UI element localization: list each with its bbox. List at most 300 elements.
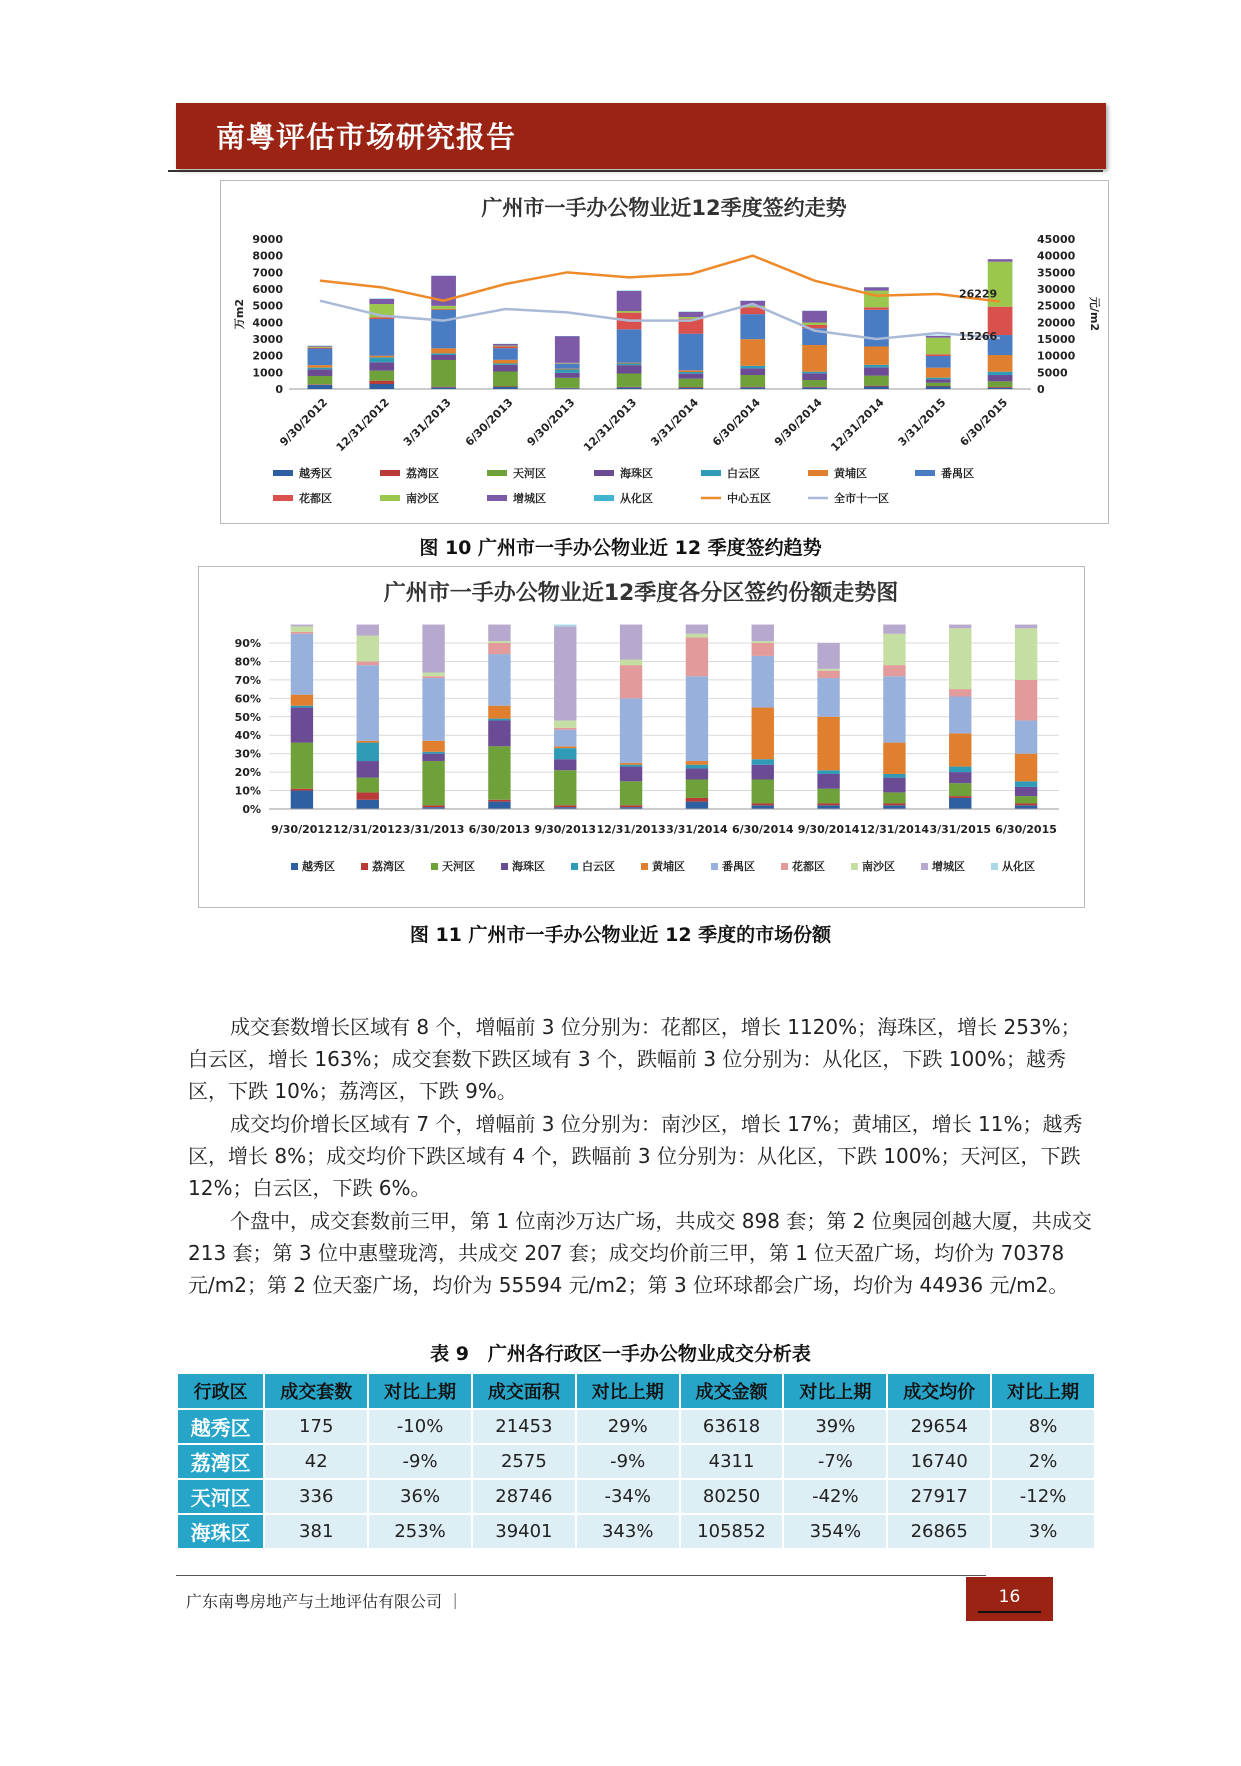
- bar-segment: [422, 741, 444, 752]
- bar-segment: [493, 344, 518, 346]
- bar-segment: [431, 309, 456, 310]
- bar-segment: [493, 372, 518, 387]
- bar-segment: [291, 743, 313, 789]
- bar-segment: [864, 365, 889, 368]
- bar-segment: [988, 372, 1013, 375]
- y2-tick-label: 20000: [1037, 316, 1076, 330]
- bar-segment: [617, 363, 642, 364]
- bar-segment: [554, 720, 576, 727]
- bar-segment: [817, 671, 839, 678]
- bar-segment: [308, 349, 333, 366]
- legend-swatch: [594, 495, 614, 501]
- table-cell: -9%: [577, 1445, 679, 1478]
- table-cell: 21453: [473, 1410, 575, 1443]
- bar-segment: [740, 368, 765, 375]
- table-9-caption: 表 9 广州各行政区一手办公物业成交分析表: [430, 1343, 811, 1365]
- y-tick-label: 10%: [234, 784, 261, 798]
- bar-segment: [488, 641, 510, 643]
- bar-segment: [369, 362, 394, 370]
- bar-segment: [817, 643, 839, 669]
- bar-segment: [617, 365, 642, 373]
- x-tick-label: 12/31/2012: [333, 823, 403, 836]
- table-cell: 26865: [888, 1515, 990, 1548]
- bar-segment: [802, 311, 827, 323]
- bar-segment: [926, 378, 951, 380]
- y-tick-label: 3000: [252, 333, 283, 346]
- x-tick-label: 3/31/2014: [666, 823, 728, 836]
- table-cell: 16740: [888, 1445, 990, 1478]
- bar-segment: [357, 792, 379, 799]
- bar-segment: [308, 384, 333, 385]
- bar-segment: [1015, 628, 1037, 680]
- bar-segment: [620, 625, 642, 660]
- bar-segment: [752, 779, 774, 803]
- bar-segment: [752, 641, 774, 643]
- bar-segment: [493, 346, 518, 347]
- y2-tick-label: 25000: [1037, 299, 1076, 313]
- paragraph-top-projects: 个盘中，成交套数前三甲，第 1 位南沙万达广场，共成交 898 套；第 2 位奥园创越大厦，共成交 213 套；第 3 位中惠璧珑湾，共成交 207 套；成交均价前三甲，第 1 位天盈广场，均价为 70378 元/m2；第 2 位天銮广场，均价为 55594 元/m2；第 3 位环球都会广场，均价为 44936 元/m2。: [188, 1209, 1092, 1297]
- bar-segment: [988, 387, 1013, 388]
- bar-segment: [488, 719, 510, 721]
- x-tick-label: 6/30/2013: [468, 823, 531, 836]
- report-title: 南粤评估市场研究报告: [216, 120, 517, 154]
- y2-tick-label: 45000: [1037, 233, 1076, 246]
- bar-segment: [431, 387, 456, 389]
- line-series: [320, 301, 1000, 339]
- bar-segment: [493, 347, 518, 349]
- bar-segment: [883, 792, 905, 803]
- table-cell: 4311: [681, 1445, 783, 1478]
- bar-segment: [493, 387, 518, 389]
- legend-swatch: [921, 863, 928, 870]
- bar-segment: [422, 678, 444, 741]
- table-cell: 36%: [369, 1480, 471, 1513]
- bar-segment: [949, 733, 971, 766]
- bar-segment: [686, 637, 708, 676]
- y2-tick-label: 40000: [1037, 249, 1076, 263]
- bar-segment: [555, 336, 580, 363]
- header-rule: [168, 170, 1103, 172]
- bar-segment: [752, 643, 774, 656]
- bar-segment: [554, 626, 576, 720]
- bar-segment: [617, 374, 642, 387]
- y2-tick-label: 0: [1037, 383, 1045, 396]
- table-cell-district: 荔湾区: [178, 1445, 263, 1478]
- bar-segment: [686, 798, 708, 802]
- x-tick-label: 3/31/2014: [648, 395, 702, 449]
- bar-segment: [620, 767, 642, 782]
- bar-segment: [422, 676, 444, 678]
- bar-segment: [617, 291, 642, 311]
- bar-segment: [555, 363, 580, 364]
- page-number: 16: [998, 1587, 1021, 1607]
- bar-segment: [617, 329, 642, 362]
- bar-segment: [740, 387, 765, 388]
- bar-segment: [291, 706, 313, 708]
- legend-swatch: [711, 863, 718, 870]
- bar-segment: [926, 368, 951, 378]
- legend-swatch: [808, 470, 828, 476]
- bar-segment: [817, 803, 839, 805]
- table-cell: 42: [265, 1445, 367, 1478]
- table-header-cell: 对比上期: [992, 1374, 1094, 1408]
- bar-segment: [926, 383, 951, 386]
- legend-label: 海珠区: [620, 467, 653, 480]
- bar-segment: [291, 625, 313, 627]
- bar-segment: [864, 387, 889, 390]
- bar-segment: [679, 379, 704, 387]
- bar-segment: [555, 364, 580, 369]
- bar-segment: [926, 379, 951, 382]
- bar-segment: [620, 665, 642, 698]
- chart-title: 广州市一手办公物业近12季度各分区签约份额走势图: [383, 581, 899, 606]
- bar-segment: [488, 625, 510, 642]
- x-tick-label: 6/30/2015: [995, 823, 1057, 836]
- legend-swatch: [291, 863, 298, 870]
- bar-segment: [1015, 680, 1037, 721]
- bar-segment: [802, 323, 827, 326]
- bar-segment: [752, 708, 774, 760]
- bar-segment: [988, 375, 1013, 381]
- legend-swatch: [915, 470, 935, 476]
- bar-segment: [686, 761, 708, 765]
- table-cell: -9%: [369, 1445, 471, 1478]
- legend-label: 天河区: [513, 467, 546, 480]
- table-cell: 381: [265, 1515, 367, 1548]
- bar-segment: [679, 312, 704, 317]
- bar-segment: [817, 678, 839, 717]
- bar-segment: [686, 768, 708, 779]
- bar-segment: [617, 387, 642, 389]
- table-cell: 28746: [473, 1480, 575, 1513]
- bar-segment: [620, 763, 642, 765]
- bar-segment: [752, 803, 774, 805]
- bar-segment: [949, 625, 971, 629]
- bar-segment: [686, 779, 708, 797]
- table-cell: 343%: [577, 1515, 679, 1548]
- bar-segment: [555, 378, 580, 388]
- y-tick-label: 4000: [252, 316, 283, 330]
- bar-segment: [740, 375, 765, 387]
- bar-segment: [488, 720, 510, 746]
- table-cell-district: 海珠区: [178, 1515, 263, 1548]
- bar-segment: [357, 665, 379, 741]
- legend-label: 花都区: [792, 860, 825, 873]
- legend-label: 番禺区: [722, 860, 755, 873]
- bar-segment: [488, 802, 510, 809]
- bar-segment: [926, 356, 951, 368]
- bar-segment: [988, 355, 1013, 372]
- y-tick-label: 0%: [242, 803, 261, 816]
- bar-segment: [422, 754, 444, 761]
- legend-swatch: [641, 863, 648, 870]
- table-cell: 336: [265, 1480, 367, 1513]
- bar-segment: [679, 387, 704, 388]
- table-header-row: [178, 1374, 1094, 1408]
- bar-segment: [431, 360, 456, 387]
- y-tick-label: 2000: [252, 349, 283, 363]
- bar-segment: [817, 774, 839, 789]
- y-tick-label: 90%: [234, 637, 261, 650]
- bar-segment: [308, 368, 333, 370]
- bar-segment: [817, 789, 839, 804]
- bar-segment: [431, 306, 456, 309]
- bar-segment: [554, 728, 576, 730]
- table-header-cell: 成交套数: [265, 1374, 367, 1408]
- bar-segment: [357, 800, 379, 809]
- bar-segment: [422, 752, 444, 754]
- legend-label: 荔湾区: [372, 860, 405, 873]
- x-tick-label: 9/30/2012: [271, 823, 333, 836]
- bar-segment: [926, 338, 951, 355]
- bar-segment: [926, 386, 951, 387]
- bar-segment: [740, 314, 765, 339]
- table-row: [178, 1445, 1094, 1478]
- x-tick-label: 3/31/2015: [895, 395, 949, 449]
- bar-segment: [864, 310, 889, 347]
- bar-segment: [620, 765, 642, 767]
- district-analysis-table: [176, 1372, 1096, 1550]
- legend-swatch: [594, 470, 614, 476]
- y-tick-label: 8000: [252, 249, 283, 263]
- bar-segment: [291, 708, 313, 743]
- bar-segment: [752, 765, 774, 780]
- bar-segment: [864, 347, 889, 365]
- figure-10-chart: [220, 180, 1109, 524]
- legend-label: 越秀区: [302, 860, 335, 873]
- x-tick-label: 3/31/2013: [400, 395, 454, 449]
- bar-segment: [949, 796, 971, 798]
- bar-segment: [1015, 796, 1037, 803]
- table-cell-district: 越秀区: [178, 1410, 263, 1443]
- bar-segment: [620, 660, 642, 666]
- y-tick-label: 20%: [234, 766, 261, 780]
- bar-segment: [422, 761, 444, 805]
- bar-segment: [1015, 625, 1037, 629]
- bar-segment: [357, 743, 379, 761]
- y2-tick-label: 30000: [1037, 283, 1076, 296]
- bar-segment: [493, 348, 518, 360]
- bar-segment: [883, 634, 905, 665]
- legend-swatch: [361, 863, 368, 870]
- bar-segment: [291, 789, 313, 791]
- bar-segment: [357, 636, 379, 662]
- bar-segment: [488, 643, 510, 654]
- bar-segment: [686, 676, 708, 761]
- x-tick-label: 3/31/2013: [402, 823, 465, 836]
- table-cell: 80250: [681, 1480, 783, 1513]
- figure-11-svg: [199, 567, 1084, 907]
- bar-segment: [308, 346, 333, 347]
- table-cell: 354%: [784, 1515, 886, 1548]
- y-tick-label: 80%: [234, 655, 261, 669]
- bar-segment: [926, 387, 951, 390]
- legend-swatch: [781, 863, 788, 870]
- table-header-cell: 成交面积: [473, 1374, 575, 1408]
- bar-segment: [554, 770, 576, 805]
- table-header-cell: 成交金额: [681, 1374, 783, 1408]
- bar-segment: [802, 380, 827, 387]
- bar-segment: [369, 356, 394, 358]
- table-header-cell: 对比上期: [784, 1374, 886, 1408]
- bar-segment: [949, 628, 971, 689]
- table-header-cell: 对比上期: [577, 1374, 679, 1408]
- legend-label: 增城区: [513, 492, 546, 505]
- bar-segment: [554, 805, 576, 807]
- y-axis-label: 万m2: [233, 298, 246, 330]
- legend-label: 海珠区: [512, 860, 545, 873]
- bar-segment: [864, 287, 889, 290]
- y-tick-label: 50%: [234, 710, 261, 724]
- report-header-banner: [176, 103, 1106, 169]
- bar-segment: [1015, 754, 1037, 782]
- legend-swatch: [487, 470, 507, 476]
- table-cell: 29%: [577, 1410, 679, 1443]
- bar-segment: [740, 339, 765, 366]
- bar-segment: [949, 696, 971, 733]
- page-number-box: [966, 1577, 1053, 1621]
- bar-segment: [617, 311, 642, 313]
- bar-segment: [369, 319, 394, 356]
- x-tick-label: 6/30/2014: [710, 395, 763, 449]
- footer-company: 广东南粤房地产与土地评估有限公司 ｜: [186, 1592, 464, 1611]
- bar-segment: [357, 741, 379, 743]
- table-header-cell: 成交均价: [888, 1374, 990, 1408]
- legend-label: 番禺区: [941, 467, 974, 480]
- legend-swatch: [273, 470, 293, 476]
- legend-label: 南沙区: [862, 860, 895, 873]
- x-tick-label: 9/30/2013: [524, 395, 578, 449]
- x-tick-label: 9/30/2014: [771, 395, 825, 449]
- bar-segment: [554, 625, 576, 627]
- bar-segment: [883, 778, 905, 793]
- bar-segment: [802, 387, 827, 388]
- bar-segment: [949, 689, 971, 696]
- figure-10-svg: [221, 181, 1108, 523]
- bar-segment: [493, 365, 518, 372]
- bar-segment: [883, 665, 905, 676]
- bar-segment: [617, 364, 642, 366]
- bar-segment: [422, 673, 444, 677]
- x-tick-label: 12/31/2012: [333, 395, 392, 455]
- bar-segment: [686, 634, 708, 638]
- bar-segment: [802, 345, 827, 372]
- bar-segment: [369, 357, 394, 362]
- legend-label: 越秀区: [299, 467, 332, 480]
- bar-segment: [817, 805, 839, 809]
- table-cell: 29654: [888, 1410, 990, 1443]
- data-label: 15266: [958, 330, 998, 344]
- bar-segment: [431, 387, 456, 388]
- x-tick-label: 9/30/2012: [277, 395, 331, 449]
- x-tick-label: 9/30/2014: [797, 823, 860, 836]
- bar-segment: [291, 626, 313, 632]
- bar-segment: [431, 348, 456, 353]
- y-tick-label: 5000: [252, 299, 283, 313]
- figure-10-caption: 图 10 广州市一手办公物业近 12 季度签约趋势: [419, 537, 822, 559]
- legend-label: 从化区: [620, 492, 653, 505]
- legend-label: 从化区: [1002, 860, 1035, 873]
- bar-segment: [740, 366, 765, 369]
- bar-segment: [949, 767, 971, 773]
- y2-tick-label: 5000: [1037, 366, 1068, 380]
- table-cell: 2%: [992, 1445, 1094, 1478]
- bar-segment: [488, 800, 510, 802]
- bar-segment: [488, 746, 510, 799]
- y2-tick-label: 35000: [1037, 266, 1076, 280]
- bar-segment: [988, 381, 1013, 387]
- bar-segment: [686, 625, 708, 634]
- bar-segment: [488, 654, 510, 706]
- bar-segment: [493, 360, 518, 364]
- bar-segment: [679, 374, 704, 379]
- bar-segment: [291, 695, 313, 706]
- bar-segment: [369, 371, 394, 381]
- legend-swatch: [380, 470, 400, 476]
- table-cell: -12%: [992, 1480, 1094, 1513]
- bar-segment: [752, 805, 774, 809]
- bar-segment: [926, 354, 951, 356]
- x-tick-label: 9/30/2013: [534, 823, 597, 836]
- legend-label: 白云区: [582, 860, 615, 873]
- y2-axis-label: 元/m2: [1088, 296, 1101, 332]
- bar-segment: [1015, 781, 1037, 787]
- legend-swatch: [380, 495, 400, 501]
- page-number-underline: [978, 1611, 1041, 1613]
- y-tick-label: 7000: [252, 266, 283, 280]
- bar-segment: [369, 381, 394, 384]
- x-tick-label: 6/30/2013: [462, 395, 516, 449]
- x-tick-label: 12/31/2014: [859, 823, 930, 836]
- legend-label: 中心五区: [727, 492, 771, 505]
- y-tick-label: 6000: [252, 283, 283, 296]
- legend-label: 全市十一区: [834, 492, 889, 505]
- bar-segment: [864, 307, 889, 310]
- bar-segment: [493, 364, 518, 365]
- bar-segment: [883, 625, 905, 634]
- bar-segment: [679, 388, 704, 389]
- bar-segment: [308, 385, 333, 389]
- bar-segment: [817, 669, 839, 671]
- table-row: [178, 1515, 1094, 1548]
- bar-segment: [291, 634, 313, 695]
- legend-swatch: [501, 863, 508, 870]
- x-tick-label: 12/31/2013: [596, 823, 666, 836]
- bar-segment: [679, 334, 704, 371]
- bar-segment: [554, 746, 576, 748]
- x-tick-label: 6/30/2015: [957, 395, 1011, 449]
- bar-segment: [357, 625, 379, 636]
- bar-segment: [883, 676, 905, 742]
- bar-segment: [679, 370, 704, 372]
- bar-segment: [617, 387, 642, 388]
- bar-segment: [949, 772, 971, 783]
- figure-11-caption: 图 11 广州市一手办公物业近 12 季度的市场份额: [409, 924, 832, 946]
- bar-segment: [291, 632, 313, 634]
- bar-segment: [308, 348, 333, 349]
- legend-swatch: [991, 863, 998, 870]
- table-cell: -10%: [369, 1410, 471, 1443]
- bar-segment: [988, 388, 1013, 389]
- y-tick-label: 40%: [234, 729, 261, 743]
- bar-segment: [949, 798, 971, 809]
- bar-segment: [555, 369, 580, 370]
- bar-segment: [554, 759, 576, 770]
- table-cell: 2575: [473, 1445, 575, 1478]
- table-header-cell: 行政区: [178, 1374, 263, 1408]
- paragraph-price-change: 成交均价增长区域有 7 个，增幅前 3 位分别为：南沙区，增长 17%；黄埔区，增长 11%；越秀区，增长 8%；成交均价下跌区域有 4 个，跌幅前 3 位分别为：从化区，下跌 100%；天河区，下跌 12%；白云区，下跌 6%。: [188, 1112, 1083, 1200]
- bar-segment: [802, 372, 827, 374]
